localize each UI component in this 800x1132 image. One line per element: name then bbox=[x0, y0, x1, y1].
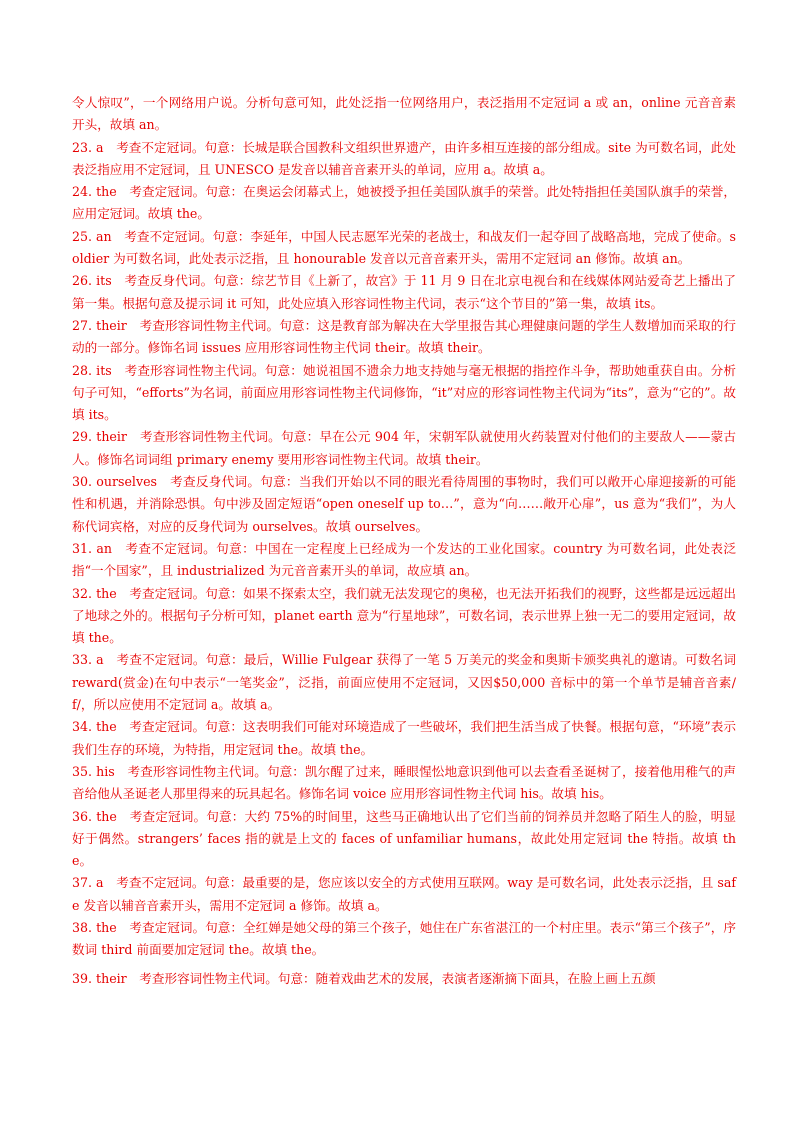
answer-33: 33. a 考查不定冠词。句意：最后，Willie Fulgear 获得了一笔 5 万美元的奖金和奥斯卡颁奖典礼的邀请。可数名词 reward(赏金)在句中表示“一笔奖金”，泛指，前面应使用不定冠词，又因$50,000 音标中的第一个单节是辅音音素/f/，所以应使用不定冠词 a。故填 a。 bbox=[72, 652, 736, 713]
answer-29: 29. their 考查形容词性物主代词。句意：早在公元 904 年，宋朝军队就使用火药装置对付他们的主要敌人——蒙古人。修饰名词词组 primary enemy 要用形容词性物主代词。故填 their。 bbox=[72, 429, 736, 467]
answer-39: 39. their 考查形容词性物主代词。句意：随着戏曲艺术的发展，表演者逐渐摘下面具，在脸上画上五颜 bbox=[72, 970, 656, 986]
answer-34: 34. the 考查定冠词。句意：这表明我们可能对环境造成了一些破坏，我们把生活当成了快餐。根据句意，“环境”表示我们生存的环境，为特指，用定冠词 the。故填 the。 bbox=[72, 719, 736, 757]
answer-25: 25. an 考查不定冠词。句意：李延年，中国人民志愿军光荣的老战士，和战友们一起夺回了战略高地，完成了使命。soldier 为可数名词，此处表示泛指，且 honourable 发音以元音音素开头，需用不定冠词 an 修饰。故填 an。 bbox=[72, 228, 736, 267]
answer-35: 35. his 考查形容词性物主代词。句意：凯尔醒了过来，睡眼惺忪地意识到他可以去查看圣诞树了，接着他用稚气的声音给他从圣诞老人那里得来的玩具起名。修饰名词 voice 应用形容词性物主代词 his。故填 his。 bbox=[72, 763, 736, 802]
answer-27: 27. their 考查形容词性物主代词。句意：这是教育部为解决在大学里报告其心理健康问题的学生人数增加而采取的行动的一部分。修饰名词 issues 应用形容词性物主代词 their。故填 their。 bbox=[72, 317, 736, 356]
answer-36: 36. the 考查定冠词。句意：大约 75%的时间里，这些马正确地认出了它们当前的饲养员并忽略了陌生人的脸，明显好于偶然。strangers’ faces 指的就是上文的 faces of unfamiliar humans，故此处用定冠词 the 特指。故填 the。 bbox=[72, 808, 736, 869]
answer-28: 28. its 考查形容词性物主代词。句意：她说祖国不遗余力地支持她与毫无根据的指控作斗争，帮助她重获自由。分析句子可知，“efforts”为名词，前面应用形容词性物主代词修饰，“it”对应的形容词性物主代词为“its”，意为“它的”。故填 its。 bbox=[72, 362, 736, 423]
paragraph-continuation: 令人惊叹”，一个网络用户说。分析句意可知，此处泛指一位网络用户，表泛指用不定冠词 a 或 an，online 元音音素开头，故填 an。 bbox=[72, 95, 736, 133]
answer-23: 23. a 考查不定冠词。句意：长城是联合国教科文组织世界遗产，由许多相互连接的部分组成。site 为可数名词，此处表泛指应用不定冠词，且 UNESCO 是发音以辅音音素开头的单词，应用 a。故填 a。 bbox=[72, 139, 736, 177]
answer-26: 26. its 考查反身代词。句意：综艺节目《上新了，故宫》于 11 月 9 日在北京电视台和在线媒体网站爱奇艺上播出了第一集。根据句意及提示词 it 可知，此处应填入形容词性物主代词，表示“这个节目的”第一集，故填 its。 bbox=[72, 273, 736, 311]
answer-31: 31. an 考查不定冠词。句意：中国在一定程度上已经成为一个发达的工业化国家。country 为可数名词，此处表泛指“一个国家”，且 industrialized 为元音音素开头的单词，故应填 an。 bbox=[72, 540, 736, 579]
answer-37: 37. a 考查不定冠词。句意：最重要的是，您应该以安全的方式使用互联网。way 是可数名词，此处表示泛指，且 safe 发音以辅音音素开头，需用不定冠词 a 修饰。故填 a。 bbox=[72, 875, 736, 913]
answer-24: 24. the 考查定冠词。句意：在奥运会闭幕式上，她被授予担任美国队旗手的荣誉。此处特指担任美国队旗手的荣誉，应用定冠词。故填 the。 bbox=[72, 184, 736, 222]
answer-explanations bbox=[72, 92, 736, 990]
answer-32: 32. the 考查定冠词。句意：如果不探索太空，我们就无法发现它的奥秘，也无法开拓我们的视野，这些都是远远超出了地球之外的。根据句子分析可知，planet earth 意为“行星地球”，可数名词，表示世界上独一无二的要用定冠词，故填 the。 bbox=[72, 585, 736, 646]
answer-30: 30. ourselves 考查反身代词。句意：当我们开始以不同的眼光看待周围的事物时，我们可以敞开心扉迎接新的可能性和机遇，并消除恐惧。句中涉及固定短语“open oneself up to…”，意为“向……敞开心扉”，us 意为“我们”，为人称代词宾格，对应的反身代词为 ourselves。故填 ourselves。 bbox=[72, 474, 736, 534]
answer-38: 38. the 考查定冠词。句意：全红婵是她父母的第三个孩子，她住在广东省湛江的一个村庄里。表示“第三个孩子”，序数词 third 前面要加定冠词 the。故填 the。 bbox=[72, 919, 736, 958]
